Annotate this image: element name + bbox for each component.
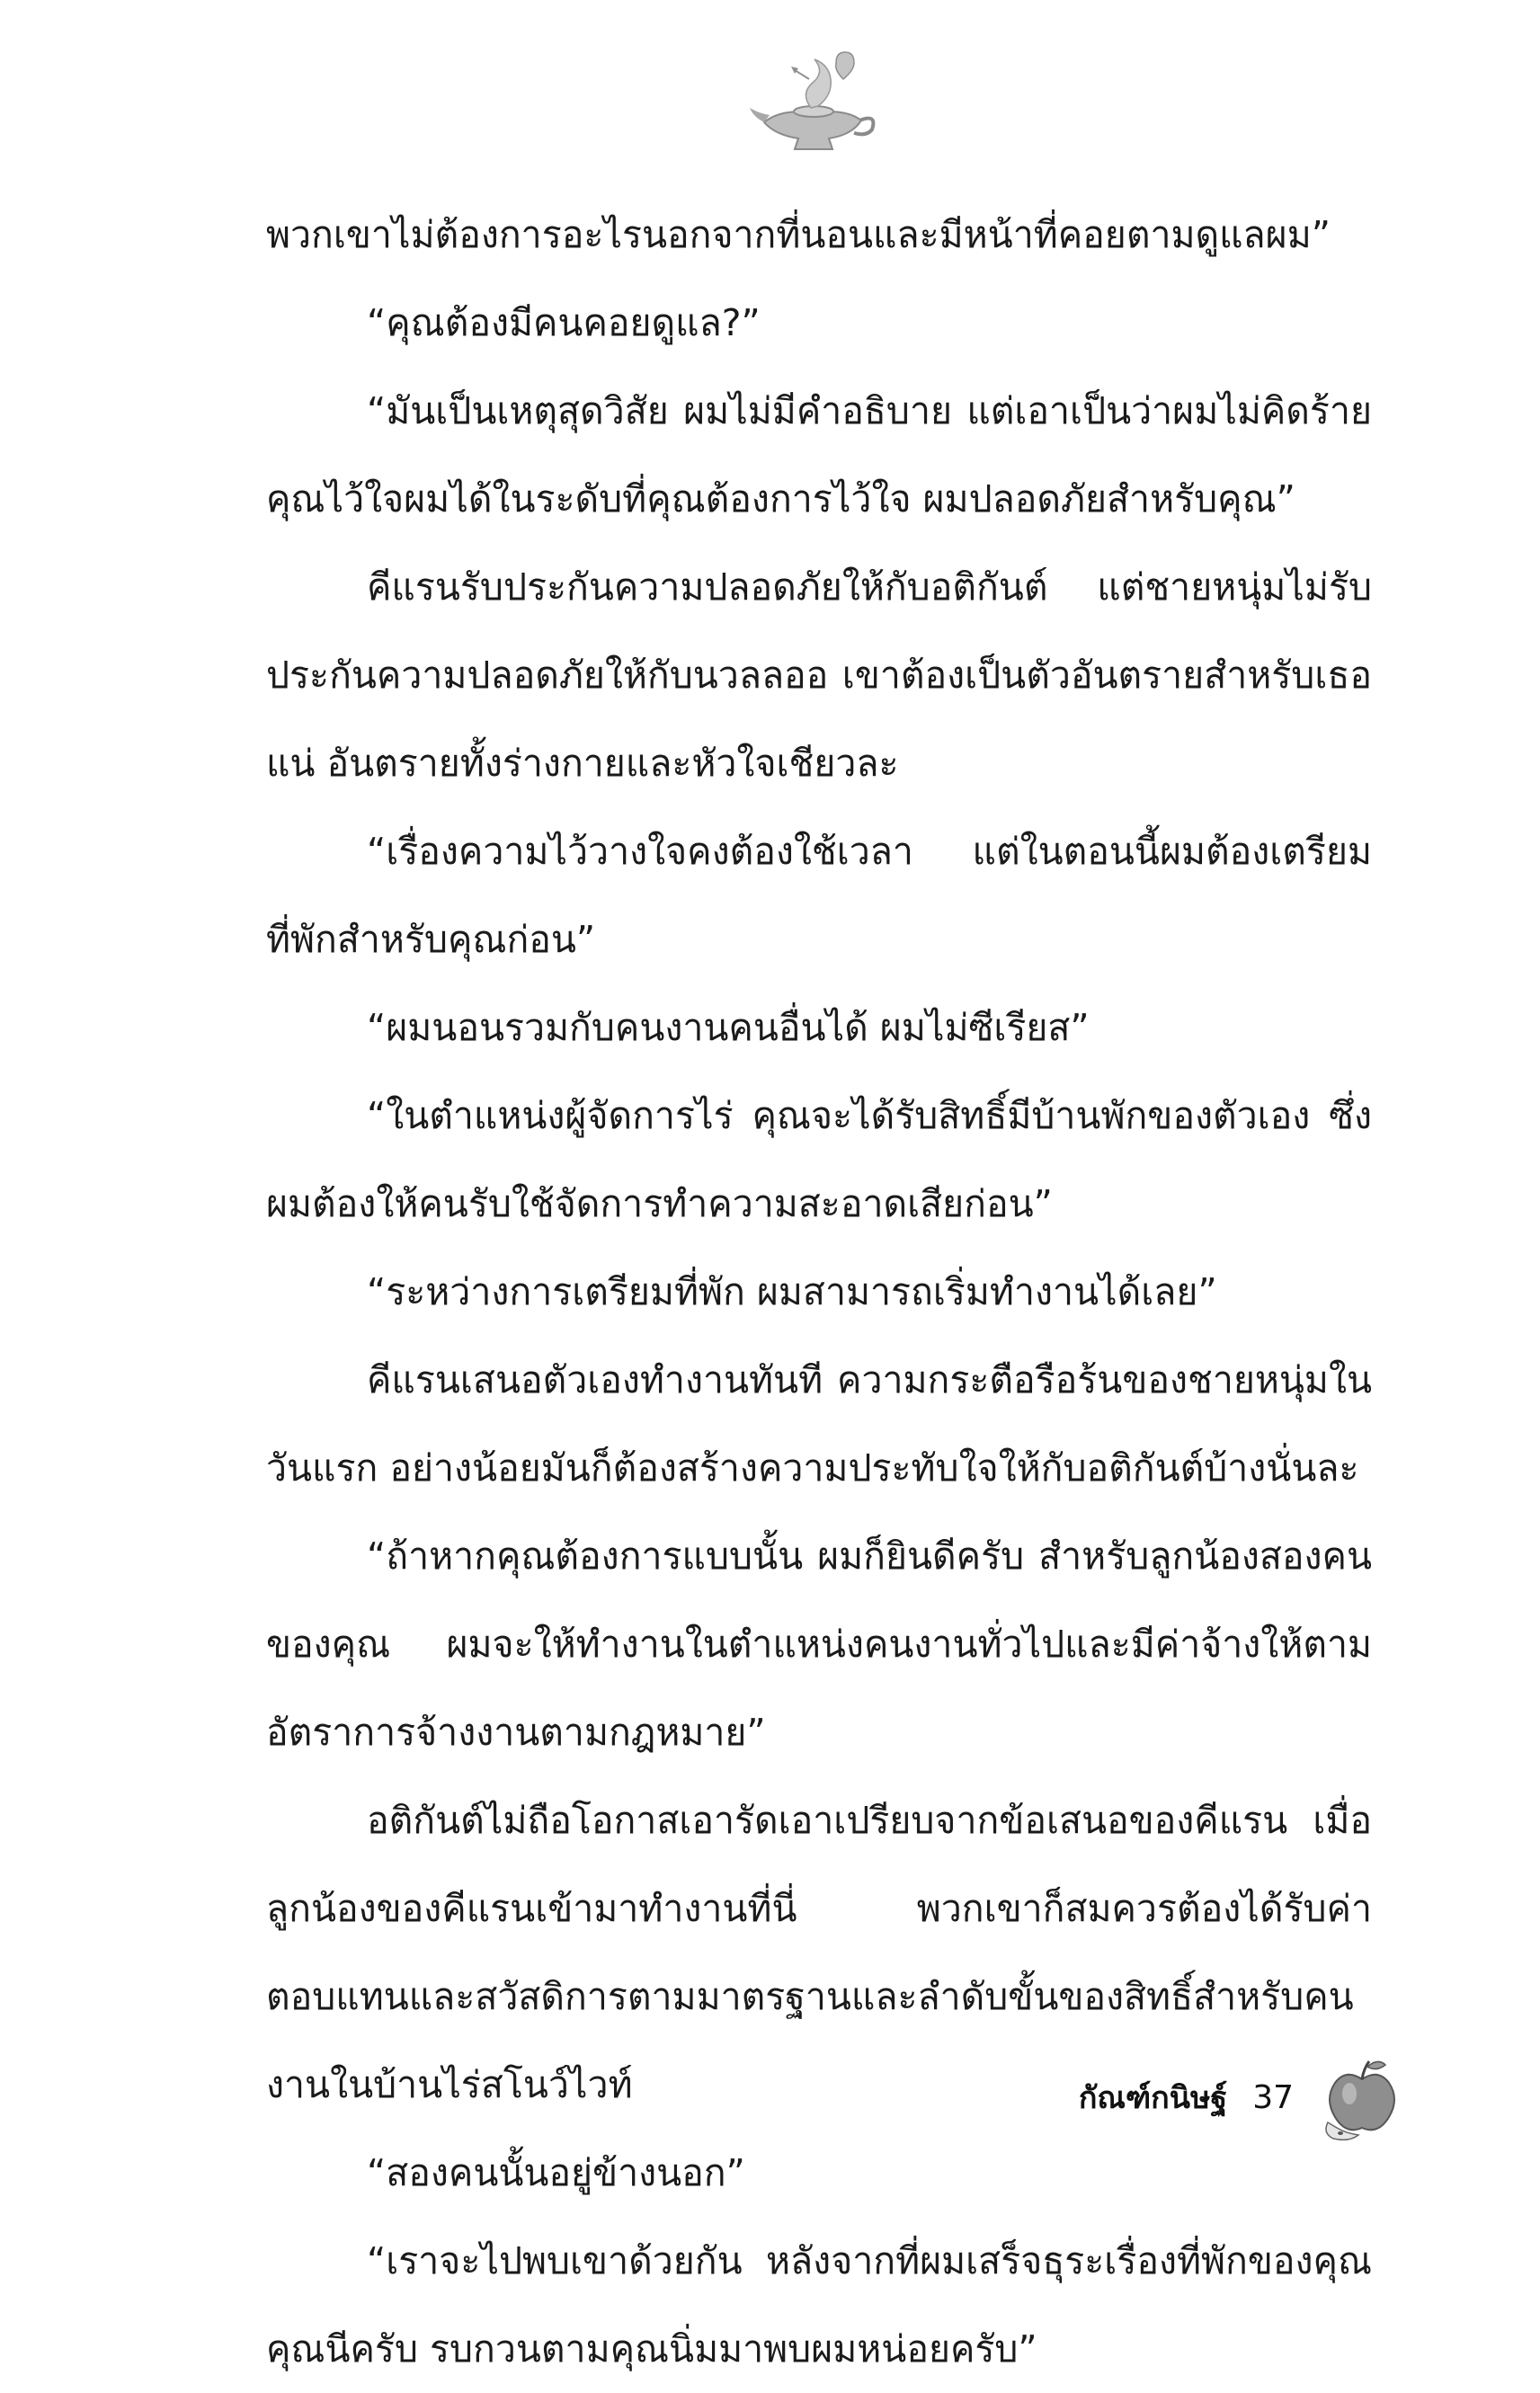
paragraph: “เราจะไปพบเขาด้วยกัน หลังจากที่ผมเสร็จธุระเรื่องที่พักของคุณ คุณนีครับ รบกวนตามคุณนิ่มมาพบผมหน่อยครับ” bbox=[266, 2239, 1372, 2371]
paragraph: “มันเป็นเหตุสุดวิสัย ผมไม่มีคำอธิบาย แต่เอาเป็นว่าผมไม่คิดร้าย คุณไว้ใจผมได้ในระดับที่คุณต้องการไว้ใจ ผมปลอดภัยสำหรับคุณ” bbox=[266, 389, 1372, 520]
paragraph: “ระหว่างการเตรียมที่พัก ผมสามารถเริ่มทำงานได้เลย” bbox=[367, 1270, 1217, 1313]
paragraph: “เรื่องความไว้วางใจคงต้องใช้เวลา แต่ในตอนนี้ผมต้องเตรียมที่พักสำหรับคุณก่อน” bbox=[266, 830, 1372, 961]
paragraph: อติกันต์ไม่ถือโอกาสเอารัดเอาเปรียบจากข้อเสนอของคีแรน เมื่อลูกน้องของคีแรนเข้ามาทำงานที่นี่ พวกเขาก็สมควรต้องได้รับค่าตอบแทนและสวัสดิการตามมาตรฐานและลำดับขั้นของสิทธิ์สำหรับคนงานในบ้านไร่สโนว์ไวท์ bbox=[266, 1799, 1372, 2106]
genie-lamp-ornament-icon bbox=[746, 43, 881, 160]
paragraph: “ผมนอนรวมกับคนงานคนอื่นได้ ผมไม่ซีเรียส” bbox=[367, 1006, 1090, 1049]
page-number: 37 bbox=[1252, 2078, 1294, 2116]
paragraph: คีแรนเสนอตัวเองทำงานทันที ความกระตือรือร้นของชายหนุ่มในวันแรก อย่างน้อยมันก็ต้องสร้างความประทับใจให้กับอติกันต์บ้างนั่นละ bbox=[266, 1358, 1372, 1490]
paragraph: พวกเขาไม่ต้องการอะไรนอกจากที่นอนและมีหน้าที่คอยตามดูแลผม” bbox=[266, 213, 1331, 256]
paragraph: “ในตำแหน่งผู้จัดการไร่ คุณจะได้รับสิทธิ์มีบ้านพักของตัวเอง ซึ่งผมต้องให้คนรับใช้จัดการทำความสะอาดเสียก่อน” bbox=[266, 1094, 1372, 1225]
paragraph: “ถ้าหากคุณต้องการแบบนั้น ผมก็ยินดีครับ สำหรับลูกน้องสองคนของคุณ ผมจะให้ทำงานในตำแหน่งคนงานทั่วไปและมีค่าจ้างให้ตามอัตราการจ้างงานตามกฎหมาย” bbox=[266, 1535, 1372, 1754]
page-footer bbox=[1079, 2048, 1405, 2147]
paragraph: คีแรนรับประกันความปลอดภัยให้กับอติกันต์ แต่ชายหนุ่มไม่รับประกันความปลอดภัยให้กับนวลลออ เขาต้องเป็นตัวอันตรายสำหรับเธอแน่ อันตรายทั้งร่างกายและหัวใจเชียวละ bbox=[266, 565, 1372, 785]
paragraph: “สองคนนั้นอยู่ข้างนอก” bbox=[367, 2151, 745, 2194]
footer-author: กัณฑ์กนิษฐ์ bbox=[1078, 2080, 1228, 2116]
apple-icon bbox=[1319, 2052, 1405, 2142]
paragraph: “คุณต้องมีคนคอยดูแล?” bbox=[367, 301, 761, 344]
